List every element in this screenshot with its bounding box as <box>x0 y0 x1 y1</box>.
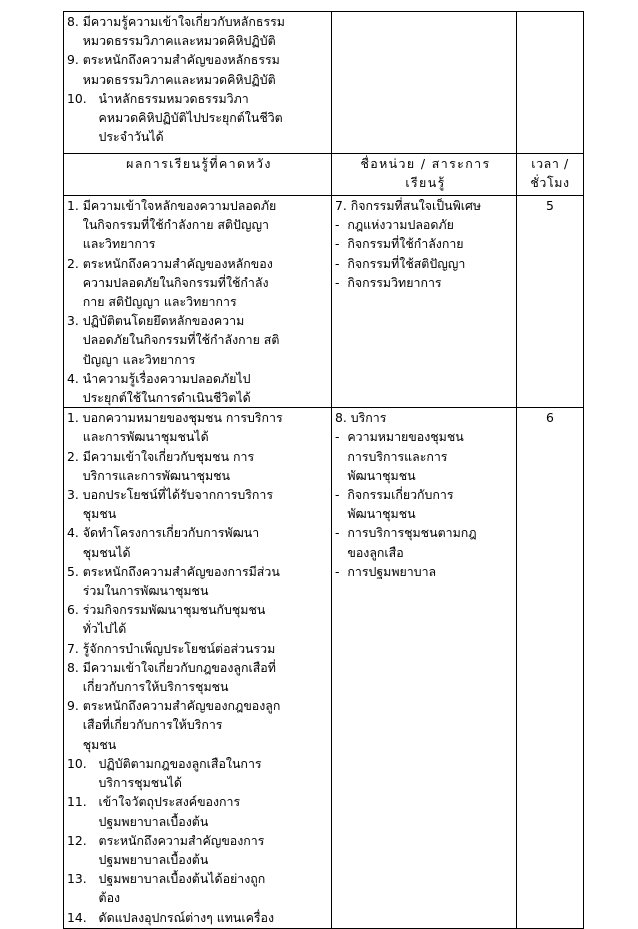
item-line: นำความรู้เรื่องความปลอดภัยไป <box>82 370 251 386</box>
item-line: ชุมชน <box>82 506 117 522</box>
item-number: 3. <box>67 313 83 329</box>
list-item <box>67 50 331 88</box>
item-number: 4. <box>67 525 83 541</box>
item-line: กิจกรรมเกี่ยวกับการ <box>347 487 454 503</box>
item-number: 12. <box>67 832 99 848</box>
item-line: นำหลักธรรมหมวดธรรมวิภา <box>98 90 249 106</box>
list-item <box>67 196 331 254</box>
item-number: 2. <box>67 255 83 271</box>
item-line: ร่วมในการพัฒนาชุมชน <box>82 583 209 599</box>
item-line: บริการชุมชนได้ <box>98 775 182 791</box>
item-line: หมวดธรรมวิภาคและหมวดคิหิปฏิบัติ <box>82 33 276 49</box>
item-line: ปฐมพยาบาลเบื้องต้น <box>98 813 209 829</box>
item-line: กาย สติปัญญา และวิทยาการ <box>82 294 237 310</box>
item-text <box>99 792 241 830</box>
item-text <box>83 254 273 312</box>
item-line: บริการ <box>350 410 387 426</box>
item-line: การปฐมพยาบาล <box>347 563 437 579</box>
list-item <box>67 600 331 638</box>
item-text <box>347 234 463 253</box>
item-line: การบริการและการ <box>347 448 448 464</box>
item-line: กฎแห่งวามปลอดภัย <box>347 217 454 233</box>
header-content <box>332 154 517 196</box>
header-content-line2: เรียนรู้ <box>405 175 446 191</box>
item-line: มีความเข้าใจเกี่ยวกับกฎของลูกเสือที่ <box>82 659 276 675</box>
item-line: บอกความหมายของชุมชน การบริการ <box>82 410 283 426</box>
item-number: - <box>335 563 348 579</box>
list-item <box>67 562 331 600</box>
item-line: ดัดแปลงอุปกรณ์ต่างๆ แทนเครื่อง <box>98 909 275 925</box>
list-item <box>67 754 331 792</box>
item-number: - <box>335 274 348 290</box>
list-item <box>335 273 516 292</box>
list-item <box>335 215 516 234</box>
item-text <box>99 869 266 907</box>
item-line: ชุมชนได้ <box>82 544 131 560</box>
list-item <box>67 89 331 147</box>
item-line: ประยุกต์ใช้ในการดำเนินชีวิตได้ <box>82 390 251 406</box>
list-item <box>67 447 331 485</box>
list-item <box>335 523 516 561</box>
item-line: ความปลอดภัยในกิจกรรมที่ใช้กำลัง <box>82 274 269 290</box>
item-text <box>347 485 453 523</box>
list-item <box>67 696 331 754</box>
item-line: บริการและการพัฒนาชุมชน <box>82 467 230 483</box>
item-text <box>83 562 280 600</box>
list-item <box>335 408 516 427</box>
curriculum-table <box>63 11 584 929</box>
item-line: เกี่ยวกับการให้บริการชุมชน <box>82 679 229 695</box>
unit7-content <box>332 196 517 408</box>
item-line: ตระหนักถึงความสำคัญของกฎของลูก <box>82 698 281 714</box>
item-text <box>83 485 273 523</box>
item-line: ของลูกเสือ <box>347 544 404 560</box>
header-hours <box>517 154 584 196</box>
item-number: 13. <box>67 871 99 887</box>
item-line: ชุมชน <box>82 736 117 752</box>
unit8-hours <box>517 408 584 929</box>
item-line: กิจกรรมวิทยาการ <box>347 274 442 290</box>
item-line: พัฒนาชุมชน <box>347 506 416 522</box>
item-line: เข้าใจวัตถุประสงค์ของการ <box>98 794 241 810</box>
item-number: 10. <box>67 755 99 771</box>
item-line: กิจกรรมที่สนใจเป็นพิเศษ <box>350 198 482 213</box>
item-text <box>351 196 481 215</box>
item-number: 2. <box>67 448 83 464</box>
item-line: และการพัฒนาชุมชนได้ <box>82 429 209 445</box>
table-row-unit8 <box>64 408 584 929</box>
item-number: 1. <box>67 198 83 213</box>
item-line: ปฏิบัติตามกฎของลูกเสือในการ <box>98 755 262 771</box>
item-line: ปัญญา และวิทยาการ <box>82 351 196 367</box>
list-item <box>335 234 516 253</box>
item-line: ปฐมพยาบาลเบื้องต้น <box>98 851 209 867</box>
header-outcomes-label: ผลการเรียนรู้ที่คาดหวัง <box>126 156 272 171</box>
list-item <box>335 485 516 523</box>
outcomes-cell <box>64 12 332 154</box>
item-line: คหมวดคิหิปฏิบัติไปประยุกต์ในชีวิต <box>98 110 283 126</box>
item-line: ในกิจกรรมที่ใช้กำลังกาย สติปัญญา <box>82 217 269 233</box>
list-item <box>67 12 331 50</box>
list-item <box>67 485 331 523</box>
item-line: มีความรู้ความเข้าใจเกี่ยวกับหลักธรรม <box>82 14 285 29</box>
item-line: ร่วมกิจกรรมพัฒนาชุมชนกับชุมชน <box>82 602 266 618</box>
item-line: รู้จักการบำเพ็ญประโยชน์ต่อส่วนรวม <box>82 640 276 656</box>
item-number: 7. <box>335 198 351 213</box>
item-line: ความหมายของชุมชน <box>347 429 464 445</box>
item-text <box>99 89 283 147</box>
item-text <box>347 562 436 581</box>
item-text <box>83 311 280 369</box>
item-line: บอกประโยชน์ที่ได้รับจากการบริการ <box>82 487 273 503</box>
item-line: กิจกรรมที่ใช้สติปัญญา <box>347 255 466 271</box>
header-hours-line1: เวลา / <box>531 156 569 171</box>
item-number: 8. <box>67 659 83 675</box>
item-number: 4. <box>67 370 83 386</box>
hours-cell <box>517 12 584 154</box>
item-number: 11. <box>67 794 99 810</box>
item-number: - <box>335 236 348 252</box>
list-item <box>67 792 331 830</box>
item-text <box>83 523 259 561</box>
table-row <box>64 12 584 154</box>
item-text <box>83 600 266 638</box>
item-number: - <box>335 429 348 445</box>
list-item <box>335 196 516 215</box>
unit8-outcomes <box>64 408 332 929</box>
item-line: การบริการชุมชนตามกฎ <box>347 525 477 541</box>
item-text <box>351 408 387 427</box>
unit7-hours <box>517 196 584 408</box>
item-text <box>83 369 251 407</box>
item-line: ทั่วไปได้ <box>82 621 127 637</box>
header-hours-line2: ชั่วโมง <box>530 175 570 191</box>
item-line: ตระหนักถึงความสำคัญของการมีส่วน <box>82 563 280 579</box>
item-text <box>83 658 276 696</box>
item-line: และวิทยาการ <box>82 236 156 252</box>
item-number: 9. <box>67 52 83 68</box>
item-text <box>99 831 265 869</box>
item-number: - <box>335 217 348 233</box>
item-text <box>347 215 453 234</box>
list-item <box>67 254 331 312</box>
item-number: 3. <box>67 487 83 503</box>
item-text <box>99 754 262 792</box>
list-item <box>67 639 331 658</box>
item-number: 8. <box>335 410 351 426</box>
item-line: มีความเข้าใจเกี่ยวกับชุมชน การ <box>82 448 255 464</box>
item-text <box>347 523 476 561</box>
item-text <box>83 50 280 88</box>
item-text <box>83 408 283 446</box>
item-line: หมวดธรรมวิภาคและหมวดคิหิปฏิบัติ <box>82 71 276 87</box>
list-item <box>67 369 331 407</box>
item-line: ตระหนักถึงความสำคัญของหลักธรรม <box>82 52 280 68</box>
item-text <box>83 447 254 485</box>
list-item <box>67 908 331 927</box>
header-outcomes <box>64 154 332 196</box>
item-text <box>83 12 285 50</box>
item-line: ตระหนักถึงความสำคัญของหลักของ <box>82 255 273 271</box>
item-text <box>83 196 276 254</box>
item-number: - <box>335 487 348 503</box>
list-item <box>67 523 331 561</box>
item-text <box>347 427 463 485</box>
unit8-content <box>332 408 517 929</box>
unit8-hours-value: 6 <box>546 410 554 426</box>
item-line: จัดทำโครงการเกี่ยวกับการพัฒนา <box>82 525 260 541</box>
item-line: มีความเข้าใจหลักของความปลอดภัย <box>82 198 277 213</box>
header-row <box>64 154 584 196</box>
item-line: เสือที่เกี่ยวกับการให้บริการ <box>82 717 223 733</box>
item-line: ปฏิบัติตนโดยยึดหลักของความ <box>82 313 245 329</box>
item-line: ประจำวันได้ <box>98 129 164 145</box>
list-item <box>335 427 516 485</box>
item-line: ปฐมพยาบาลเบื้องต้นได้อย่างถูก <box>98 871 266 887</box>
item-line: ต้อง <box>98 890 121 906</box>
list-item <box>67 831 331 869</box>
item-number: 6. <box>67 602 83 618</box>
item-number: 9. <box>67 698 83 714</box>
item-text <box>83 696 281 754</box>
item-number: 7. <box>67 640 83 656</box>
unit7-outcomes <box>64 196 332 408</box>
item-line: พัฒนาชุมชน <box>347 467 416 483</box>
item-number: 8. <box>67 14 83 29</box>
list-item <box>67 658 331 696</box>
item-text <box>83 639 276 658</box>
item-number: - <box>335 255 348 271</box>
item-text <box>347 273 441 292</box>
list-item <box>335 562 516 581</box>
item-text <box>99 908 275 927</box>
item-number: 5. <box>67 563 83 579</box>
unit7-hours-value: 5 <box>546 198 554 213</box>
item-line: กิจกรรมที่ใช้กำลังกาย <box>347 236 464 252</box>
table-row-unit7 <box>64 196 584 408</box>
header-content-line1: ชื่อหน่วย / สาระการ <box>360 156 491 171</box>
list-item <box>67 869 331 907</box>
item-number: - <box>335 525 348 541</box>
content-cell <box>332 12 517 154</box>
item-line: ตระหนักถึงความสำคัญของการ <box>98 832 265 848</box>
item-number: 14. <box>67 909 99 925</box>
item-number: 10. <box>67 90 99 106</box>
item-text <box>347 254 465 273</box>
item-number: 1. <box>67 410 83 426</box>
list-item <box>335 254 516 273</box>
item-line: ปลอดภัยในกิจกรรมที่ใช้กำลังกาย สติ <box>82 332 280 348</box>
list-item <box>67 311 331 369</box>
list-item <box>67 408 331 446</box>
